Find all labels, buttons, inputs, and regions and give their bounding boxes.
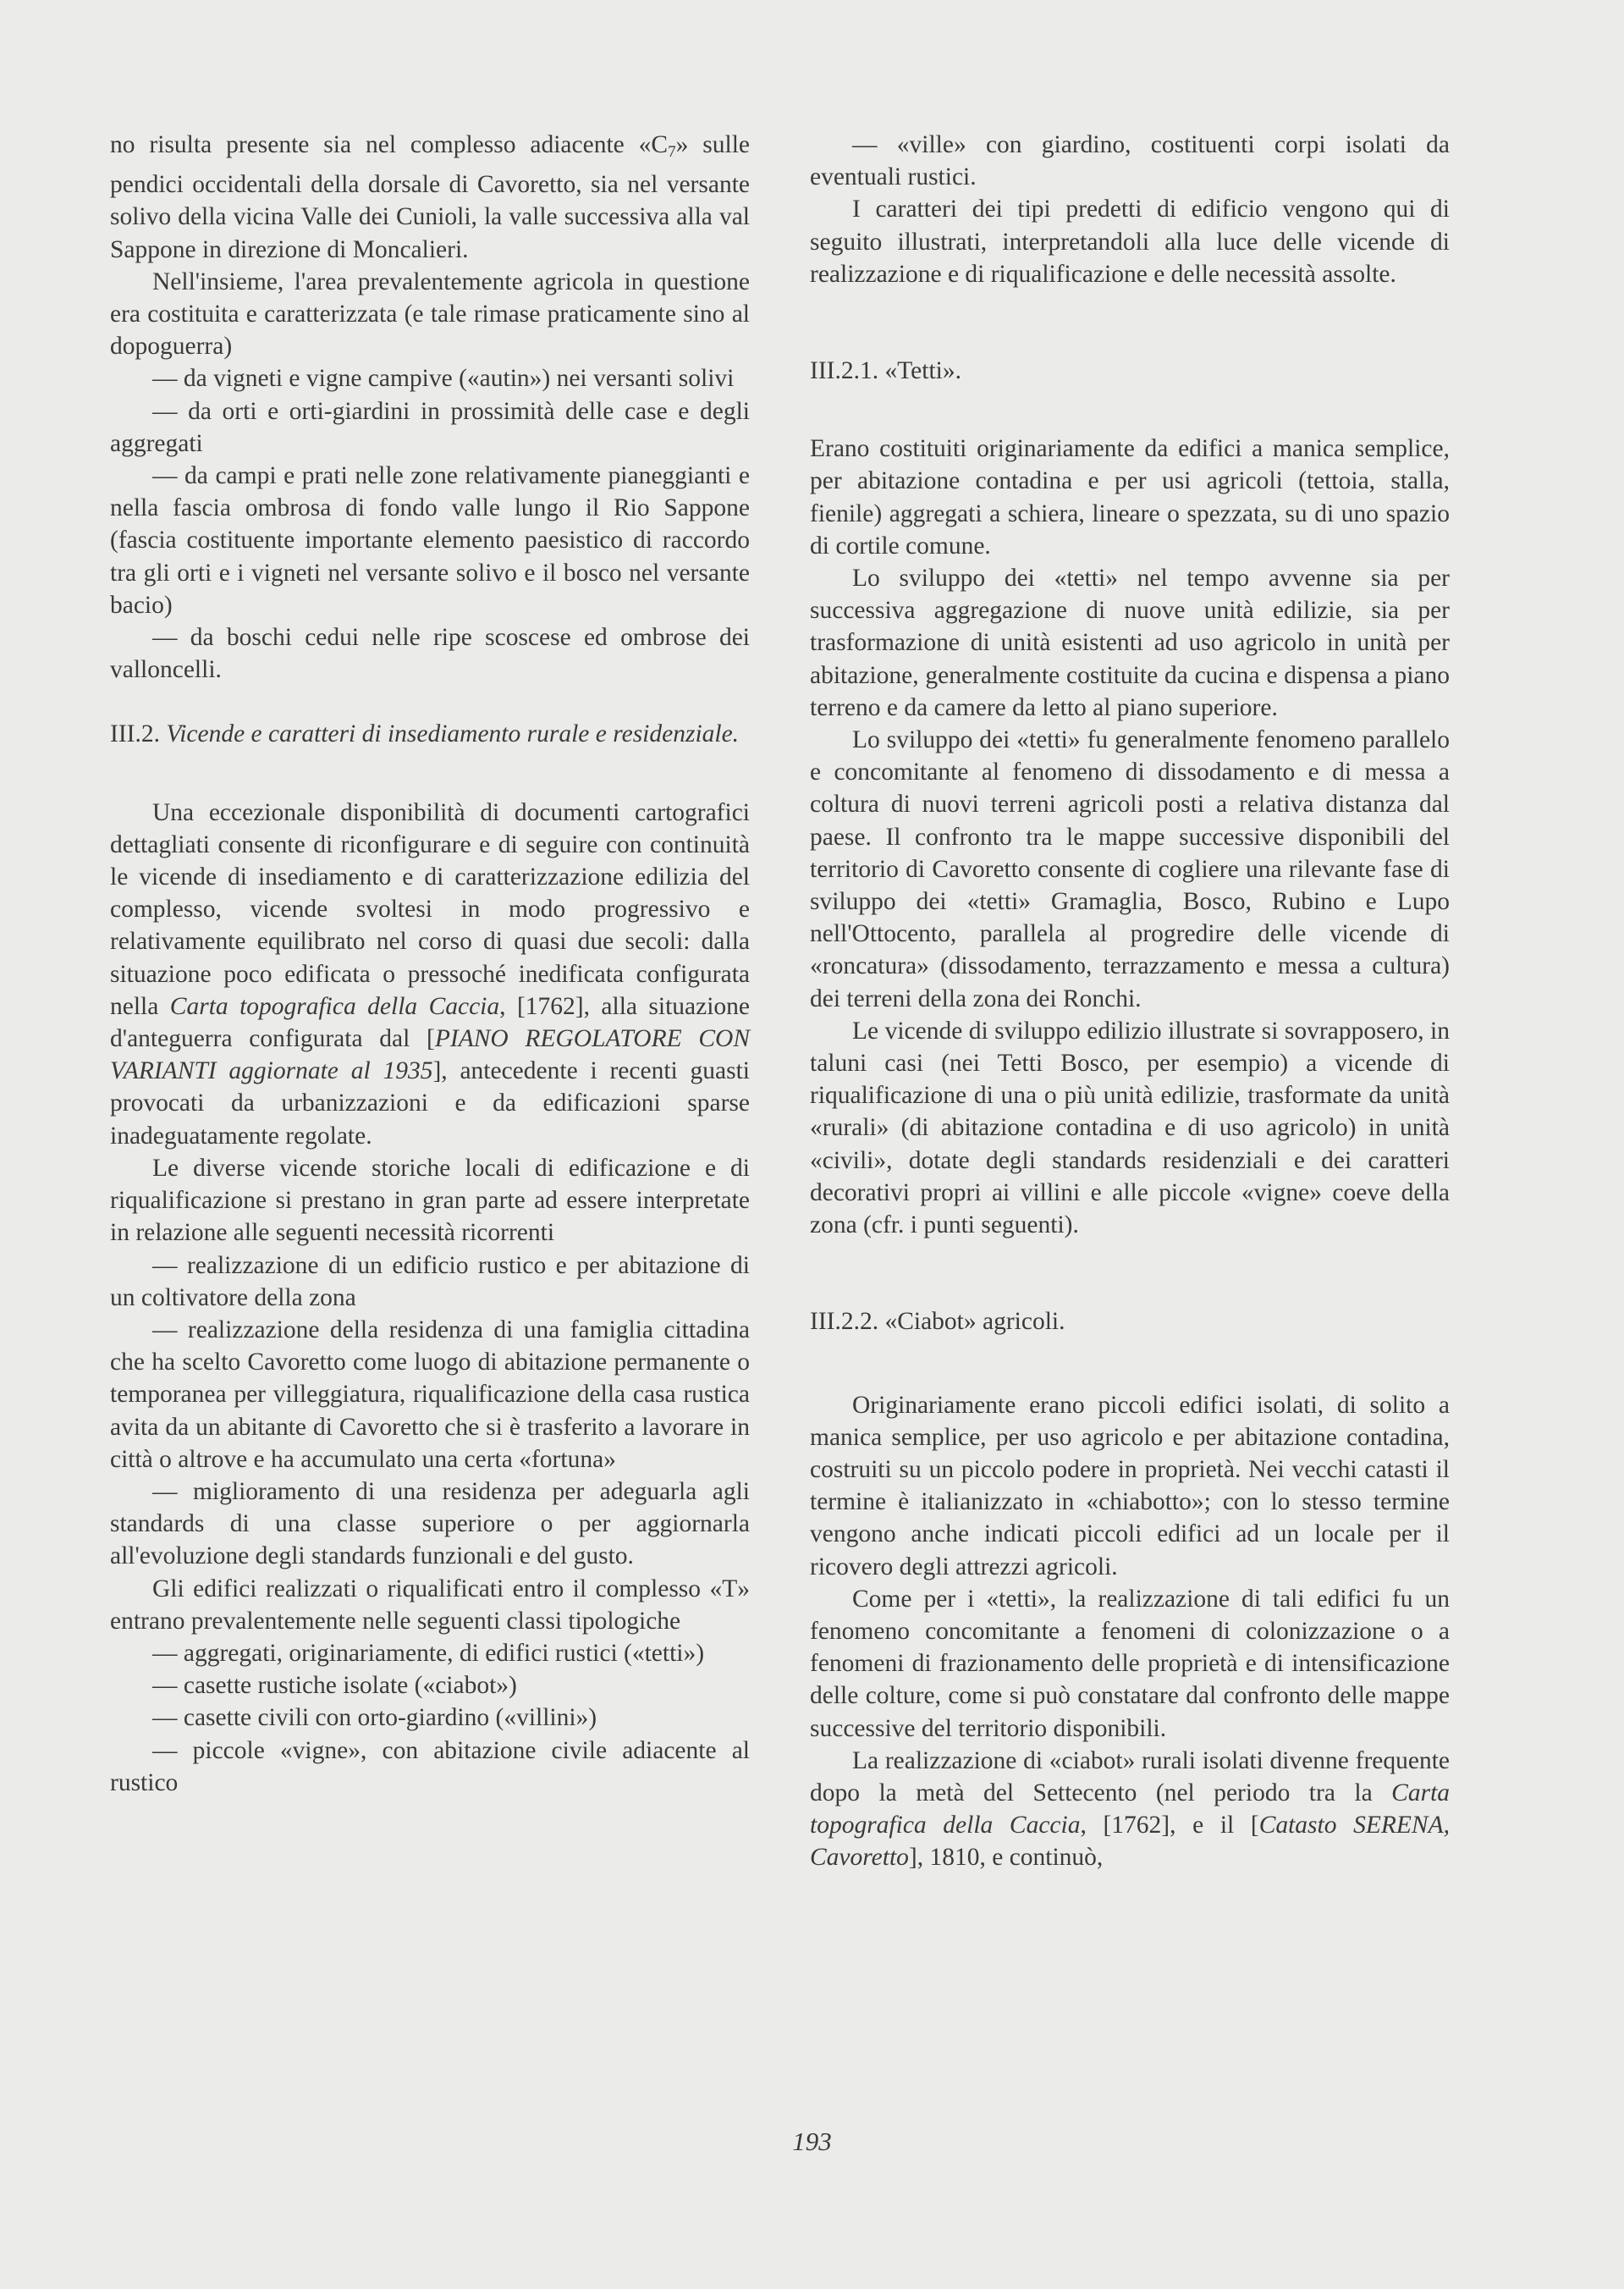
text: , [1762], alla situazione d'anteguerra configurata dal [: [110, 992, 751, 1053]
section-heading: III.2.1. «Tetti».: [810, 357, 961, 385]
page-number: 193: [792, 2126, 832, 2156]
list-item: — casette civili con orto-giardino («villini»): [152, 1704, 597, 1732]
left-column: [110, 129, 750, 1799]
list-item: — «ville» con giardino, costituenti corpi isolati da eventuali rustici.: [810, 131, 1450, 191]
paragraph: Gli edifici realizzati o riqualificati entro il complesso «T» entrano prevalentemente nelle seguenti classi tipologiche: [110, 1575, 750, 1635]
paragraph: Come per i «tetti», la realizzazione di tali edifici fu un fenomeno concomitante a fenomeni di colonizzazione o a fenomeni di frazionamento delle proprietà e di intensificazione delle colture, come si può constatare dal confronto delle mappe successive del territorio disponibili.: [810, 1585, 1450, 1742]
text: , [1762], e il [: [1080, 1812, 1259, 1839]
paragraph: [810, 1745, 1450, 1874]
paragraph: Lo sviluppo dei «tetti» fu generalmente fenomeno parallelo e concomitante al fenomeno di dissodamento e di messa a coltura di nuovi terreni agricoli posti a relativa distanza dal paese. Il confronto tra le mappe successive disponibili del territorio di Cavoretto consente di cogliere una rilevante fase di sviluppo dei «tetti» Gramaglia, Bosco, Rubino e Lupo nell'Ottocento, parallela al progredire delle vicende di «roncatura» (dissodamento, terrazzamento e messa a cultura) dei terreni della zona dei Ronchi.: [810, 726, 1450, 1012]
text: » sulle pendici occidentali della dorsale di Cavoretto, sia nel versante solivo della vicina Valle dei Cunioli, la valle successiva alla val Sappone in direzione di Moncalieri.: [110, 131, 750, 263]
paragraph: Originariamente erano piccoli edifici isolati, di solito a manica semplice, per uso agricolo e per abitazione contadina, costruiti su un piccolo podere in proprietà. Nei vecchi catasti il termine è italianizzato in «chiabotto»; con lo stesso termine vengono anche indicati piccoli edifici ad un locale per il ricovero degli attrezzi agricoli.: [810, 1391, 1450, 1580]
section-title: Vicende e caratteri di insediamento rurale e residenziale.: [166, 720, 740, 748]
list-item: — da vigneti e vigne campive («autin») nei versanti solivi: [152, 365, 735, 393]
subscript: 7: [668, 143, 676, 161]
section-heading: III.2.2. «Ciabot» agricoli.: [810, 1308, 1065, 1336]
list-item: — miglioramento di una residenza per adeguarla agli standards di una classe superiore o per aggiornarla all'evoluzione degli standards funzionali e del gusto.: [110, 1477, 750, 1570]
list-item: — da boschi cedui nelle ripe scoscese ed ombrose dei valloncelli.: [110, 624, 750, 684]
paragraph: Lo sviluppo dei «tetti» nel tempo avvenne sia per successiva aggregazione di nuove unità edilizie, sia per trasformazione di unità esistenti ad uso agricolo in unità per abitazione, generalmente costituite da cucina e dispensa a piano terreno e da camere da letto al piano superiore.: [810, 565, 1450, 721]
paragraph: Erano costituiti originariamente da edifici a manica semplice, per abitazione contadina e per usi agricoli (tettoia, stalla, fienile) aggregati a schiera, lineare o spezzata, su di uno spazio di cortile comune.: [810, 435, 1450, 560]
list-item: — casette rustiche isolate («ciabot»): [152, 1672, 517, 1700]
section-number: III.2.: [110, 720, 160, 748]
paragraph: [110, 129, 750, 266]
paragraph: [110, 797, 750, 1152]
citation: Carta topografica della Caccia: [169, 992, 500, 1020]
list-item: — da campi e prati nelle zone relativamente pianeggianti e nella fascia ombrosa di fondo valle lungo il Rio Sappone (fascia costituente importante elemento paesistico di raccordo tra gli orti e i vigneti nel versante solivo e il bosco nel versante bacio): [110, 462, 750, 619]
list-item: — piccole «vigne», con abitazione civile adiacente al rustico: [110, 1736, 750, 1796]
citation: Catasto SERENA, Cavoretto: [810, 1812, 1450, 1872]
paragraph: I caratteri dei tipi predetti di edificio vengono qui di seguito illustrati, interpretandoli alla luce delle vicende di realizzazione e di riqualificazione e delle necessità assolte.: [810, 196, 1450, 288]
right-column: [810, 129, 1450, 1874]
section-heading: [110, 718, 750, 750]
list-item: — aggregati, originariamente, di edifici rustici («tetti»): [152, 1639, 705, 1667]
text: ], 1810, e continuò,: [908, 1844, 1104, 1872]
paragraph: Le vicende di sviluppo edilizio illustrate si sovrapposero, in taluni casi (nei Tetti Bosco, per esempio) a vicende di riqualificazione di una o più unità edilizie, trasformate da unità «rurali» (di abitazione contadina e di uso agricolo) in unità «civili», dotate degli standards residenziali e dei caratteri decorativi propri ai villini e alle piccole «vigne» coeve della zona (cfr. i punti seguenti).: [810, 1017, 1450, 1239]
list-item: — realizzazione della residenza di una famiglia cittadina che ha scelto Cavoretto come luogo di abitazione permanente o temporanea per villeggiatura, riqualificazione della casa rustica avita da un abitante di Cavoretto che si è trasferito a lavorare in città o altrove e ha accumulato una certa «fortuna»: [110, 1315, 750, 1473]
text: ], antecedente i recenti guasti provocati da urbanizzazioni e da edificazioni sparse inadeguatamente regolate.: [110, 1057, 750, 1150]
citation: Carta topografica della Caccia: [810, 1779, 1451, 1839]
text: Una eccezionale disponibilità di documenti cartografici dettagliati consente di riconfigurare e di seguire con continuità le vicende di insediamento e di caratterizzazione edilizia del complesso, vicende svoltesi in modo progressivo e relativamente equilibrato nel corso di quasi due secoli: dalla situazione poco edificata o pressoché inedificata configurata nella: [110, 798, 750, 1020]
list-item: — da orti e orti-giardini in prossimità delle case e degli aggregati: [110, 397, 750, 457]
paragraph: Nell'insieme, l'area prevalentemente agricola in questione era costituita e caratterizzata (e tale rimase praticamente sino al dopoguerra): [110, 268, 750, 361]
paragraph: Le diverse vicende storiche locali di edificazione e di riqualificazione si prestano in gran parte ad essere interpretate in relazione alle seguenti necessità ricorrenti: [110, 1154, 750, 1247]
list-item: — realizzazione di un edificio rustico e per abitazione di un coltivatore della zona: [110, 1251, 750, 1311]
citation: PIANO REGOLATORE CON VARIANTI aggiornate al 1935: [110, 1025, 751, 1085]
text: no risulta presente sia nel complesso adiacente «C: [110, 131, 669, 158]
text: La realizzazione di «ciabot» rurali isolati divenne frequente dopo la metà del Settecento (nel periodo tra la: [810, 1746, 1450, 1806]
